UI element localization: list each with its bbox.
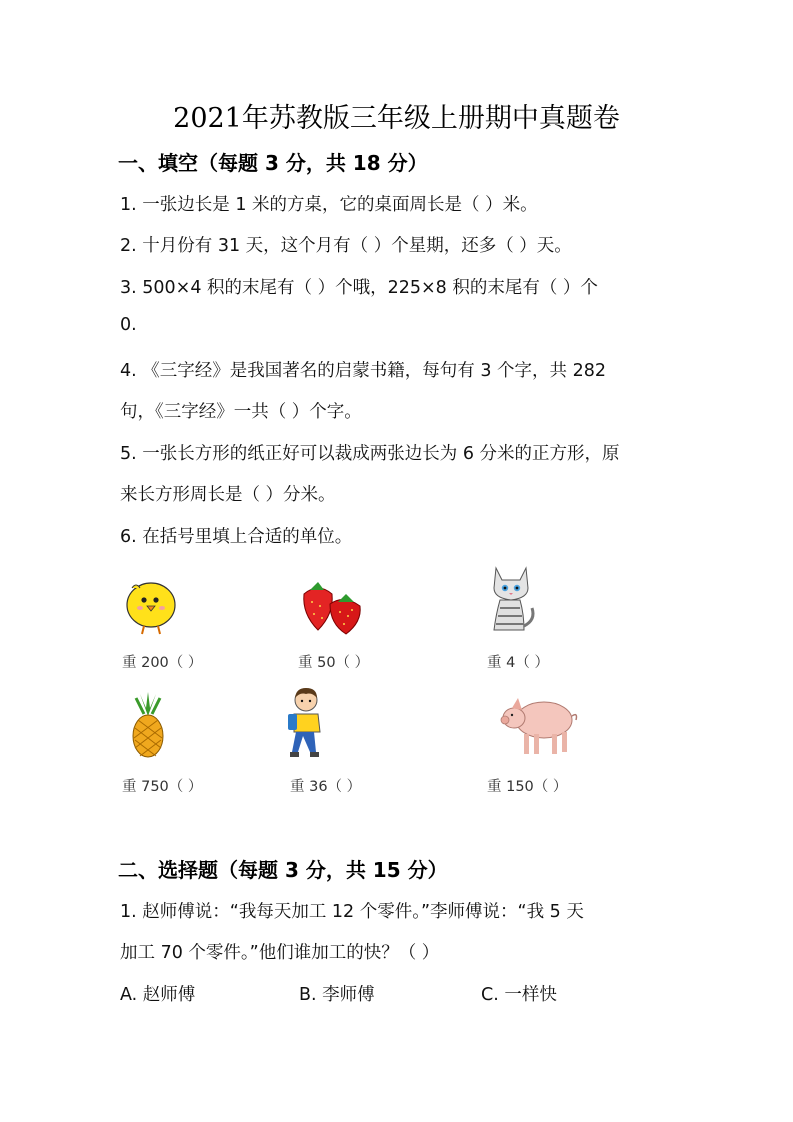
question-1-2: 2. 十月份有 31 天，这个月有（ ）个星期，还多（ ）天。 (120, 236, 572, 256)
question-1-5: 5. 一张长方形的纸正好可以裁成两张边长为 6 分米的正方形，原 (120, 444, 620, 464)
question-1-3: 3. 500×4 积的末尾有（ ）个哦，225×8 积的末尾有（ ）个 (120, 278, 598, 298)
question-1-5-cont: 来长方形周长是（ ）分米。 (120, 485, 336, 505)
page-title: 2021年苏教版三年级上册期中真题卷 (173, 103, 620, 134)
chick-icon (122, 580, 180, 636)
question-1-6: 6. 在括号里填上合适的单位。 (120, 527, 353, 547)
boy-icon (284, 686, 334, 760)
pineapple-icon (126, 692, 170, 760)
option-b: B. 李师傅 (299, 985, 375, 1005)
question-2-1-cont: 加工 70 个零件。”他们谁加工的快？（ ） (120, 943, 440, 963)
weight-caption-pig: 重 150（ ） (487, 779, 568, 795)
section-1-heading: 一、填空（每题 3 分，共 18 分） (118, 151, 428, 175)
question-1-4: 4. 《三字经》是我国著名的启蒙书籍，每句有 3 个字，共 282 (120, 361, 606, 381)
cat-icon (484, 562, 538, 634)
option-a: A. 赵师傅 (120, 985, 196, 1005)
weight-caption-cat: 重 4（ ） (487, 655, 549, 671)
weight-caption-pineapple: 重 750（ ） (122, 779, 203, 795)
strawberry-icon (300, 580, 364, 636)
weight-caption-strawberry: 重 50（ ） (298, 655, 370, 671)
section-2-heading: 二、选择题（每题 3 分，共 15 分） (118, 858, 448, 882)
weight-caption-boy: 重 36（ ） (290, 779, 362, 795)
option-c: C. 一样快 (481, 985, 557, 1005)
weight-caption-chick: 重 200（ ） (122, 655, 203, 671)
question-1-4-cont: 句，《三字经》一共（ ）个字。 (120, 402, 362, 422)
question-1-1: 1. 一张边长是 1 米的方桌，它的桌面周长是（ ）米。 (120, 195, 538, 215)
pig-icon (500, 690, 580, 758)
question-2-1: 1. 赵师傅说：“我每天加工 12 个零件。”李师傅说：“我 5 天 (120, 902, 584, 922)
question-1-3-cont: 0. (120, 315, 137, 335)
